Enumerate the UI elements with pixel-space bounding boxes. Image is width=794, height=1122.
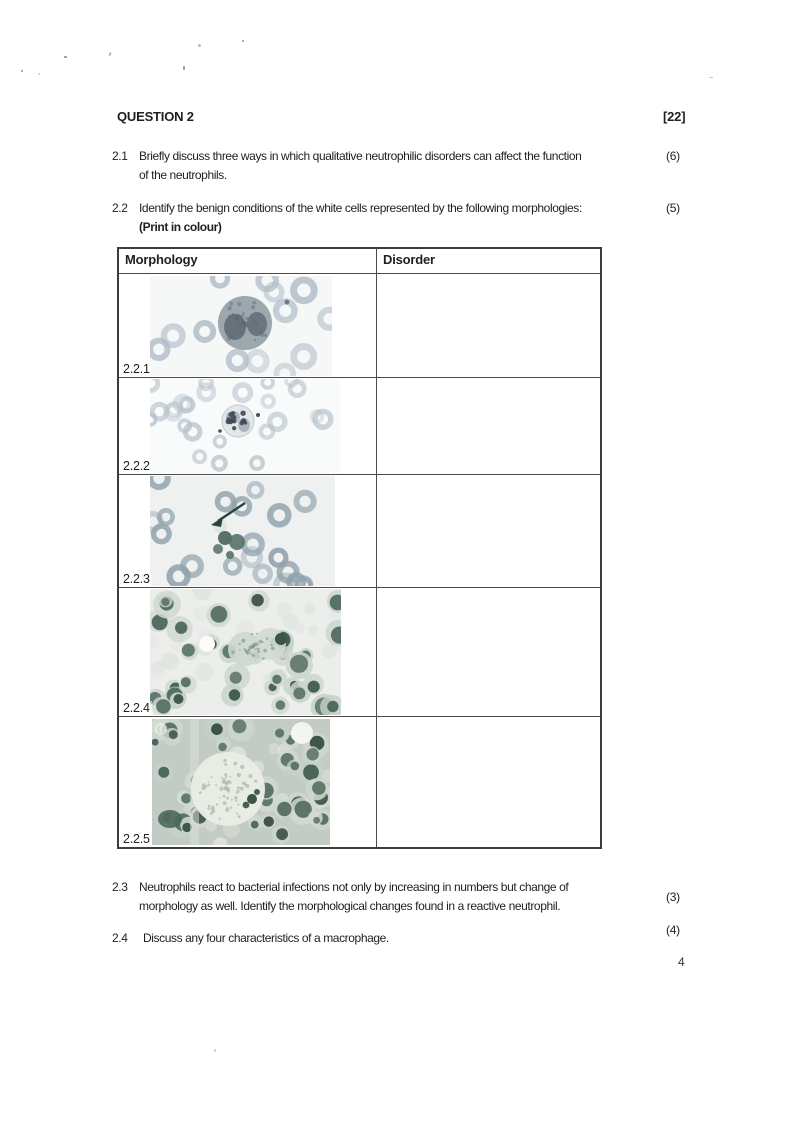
- marks-2-4: (4): [666, 923, 680, 937]
- row-label: 2.2.5: [123, 832, 150, 846]
- question-number: 2.2: [112, 201, 128, 215]
- column-header-morphology: Morphology: [119, 249, 377, 273]
- row-label: 2.2.3: [123, 572, 150, 586]
- disorder-answer-cell-2-2-2: [377, 378, 600, 474]
- table-row: [119, 273, 600, 377]
- marks-2-3: (3): [666, 890, 680, 904]
- micrograph-2-2-4: [150, 589, 341, 715]
- question-text: of the neutrophils.: [139, 168, 227, 182]
- disorder-answer-cell-2-2-1: [377, 274, 600, 377]
- morphology-cell-2-2-2: [119, 378, 377, 474]
- question-2-2: [112, 199, 668, 237]
- micrograph-2-2-3: [150, 476, 335, 586]
- row-label: 2.2.2: [123, 459, 150, 473]
- marks-2-1: (6): [666, 149, 680, 163]
- question-2-3: [112, 878, 668, 916]
- micrograph-2-2-5: [152, 719, 330, 845]
- row-label: 2.2.1: [123, 362, 150, 376]
- morphology-cell-2-2-3: [119, 475, 377, 587]
- disorder-answer-cell-2-2-4: [377, 588, 600, 716]
- question-number: 2.3: [112, 880, 128, 894]
- question-text: Discuss any four characteristics of a macrophage.: [143, 931, 389, 945]
- marks-2-2: (5): [666, 201, 680, 215]
- question-total-marks: [22]: [663, 109, 686, 124]
- table-row: [119, 377, 600, 474]
- question-number: 2.4: [112, 931, 128, 945]
- column-header-disorder: Disorder: [383, 252, 435, 267]
- disorder-answer-cell-2-2-3: [377, 475, 600, 587]
- question-text: Neutrophils react to bacterial infections not only by increasing in numbers but change of: [139, 880, 569, 894]
- question-title: QUESTION 2: [117, 109, 194, 124]
- table-header-row: [119, 249, 600, 273]
- row-label: 2.2.4: [123, 701, 150, 715]
- question-text: Briefly discuss three ways in which qualitative neutrophilic disorders can affect the function: [139, 149, 582, 163]
- question-text: Identify the benign conditions of the white cells represented by the following morphologies:: [139, 201, 582, 215]
- table-row: [119, 716, 600, 847]
- question-number: 2.1: [112, 149, 128, 163]
- micrograph-2-2-2: [150, 379, 340, 473]
- morphology-cell-2-2-1: [119, 274, 377, 377]
- question-text-bold: (Print in colour): [139, 220, 222, 234]
- table-row: [119, 474, 600, 587]
- morphology-cell-2-2-4: [119, 588, 377, 716]
- morphology-table: [117, 247, 602, 849]
- question-text: morphology as well. Identify the morphological changes found in a reactive neutrophil.: [139, 899, 561, 913]
- table-row: [119, 587, 600, 716]
- question-2-4: [112, 929, 668, 948]
- micrograph-2-2-1: [150, 276, 332, 376]
- question-2-1: [112, 147, 668, 185]
- morphology-cell-2-2-5: [119, 717, 377, 847]
- page-number: 4: [678, 955, 685, 969]
- disorder-answer-cell-2-2-5: [377, 717, 600, 847]
